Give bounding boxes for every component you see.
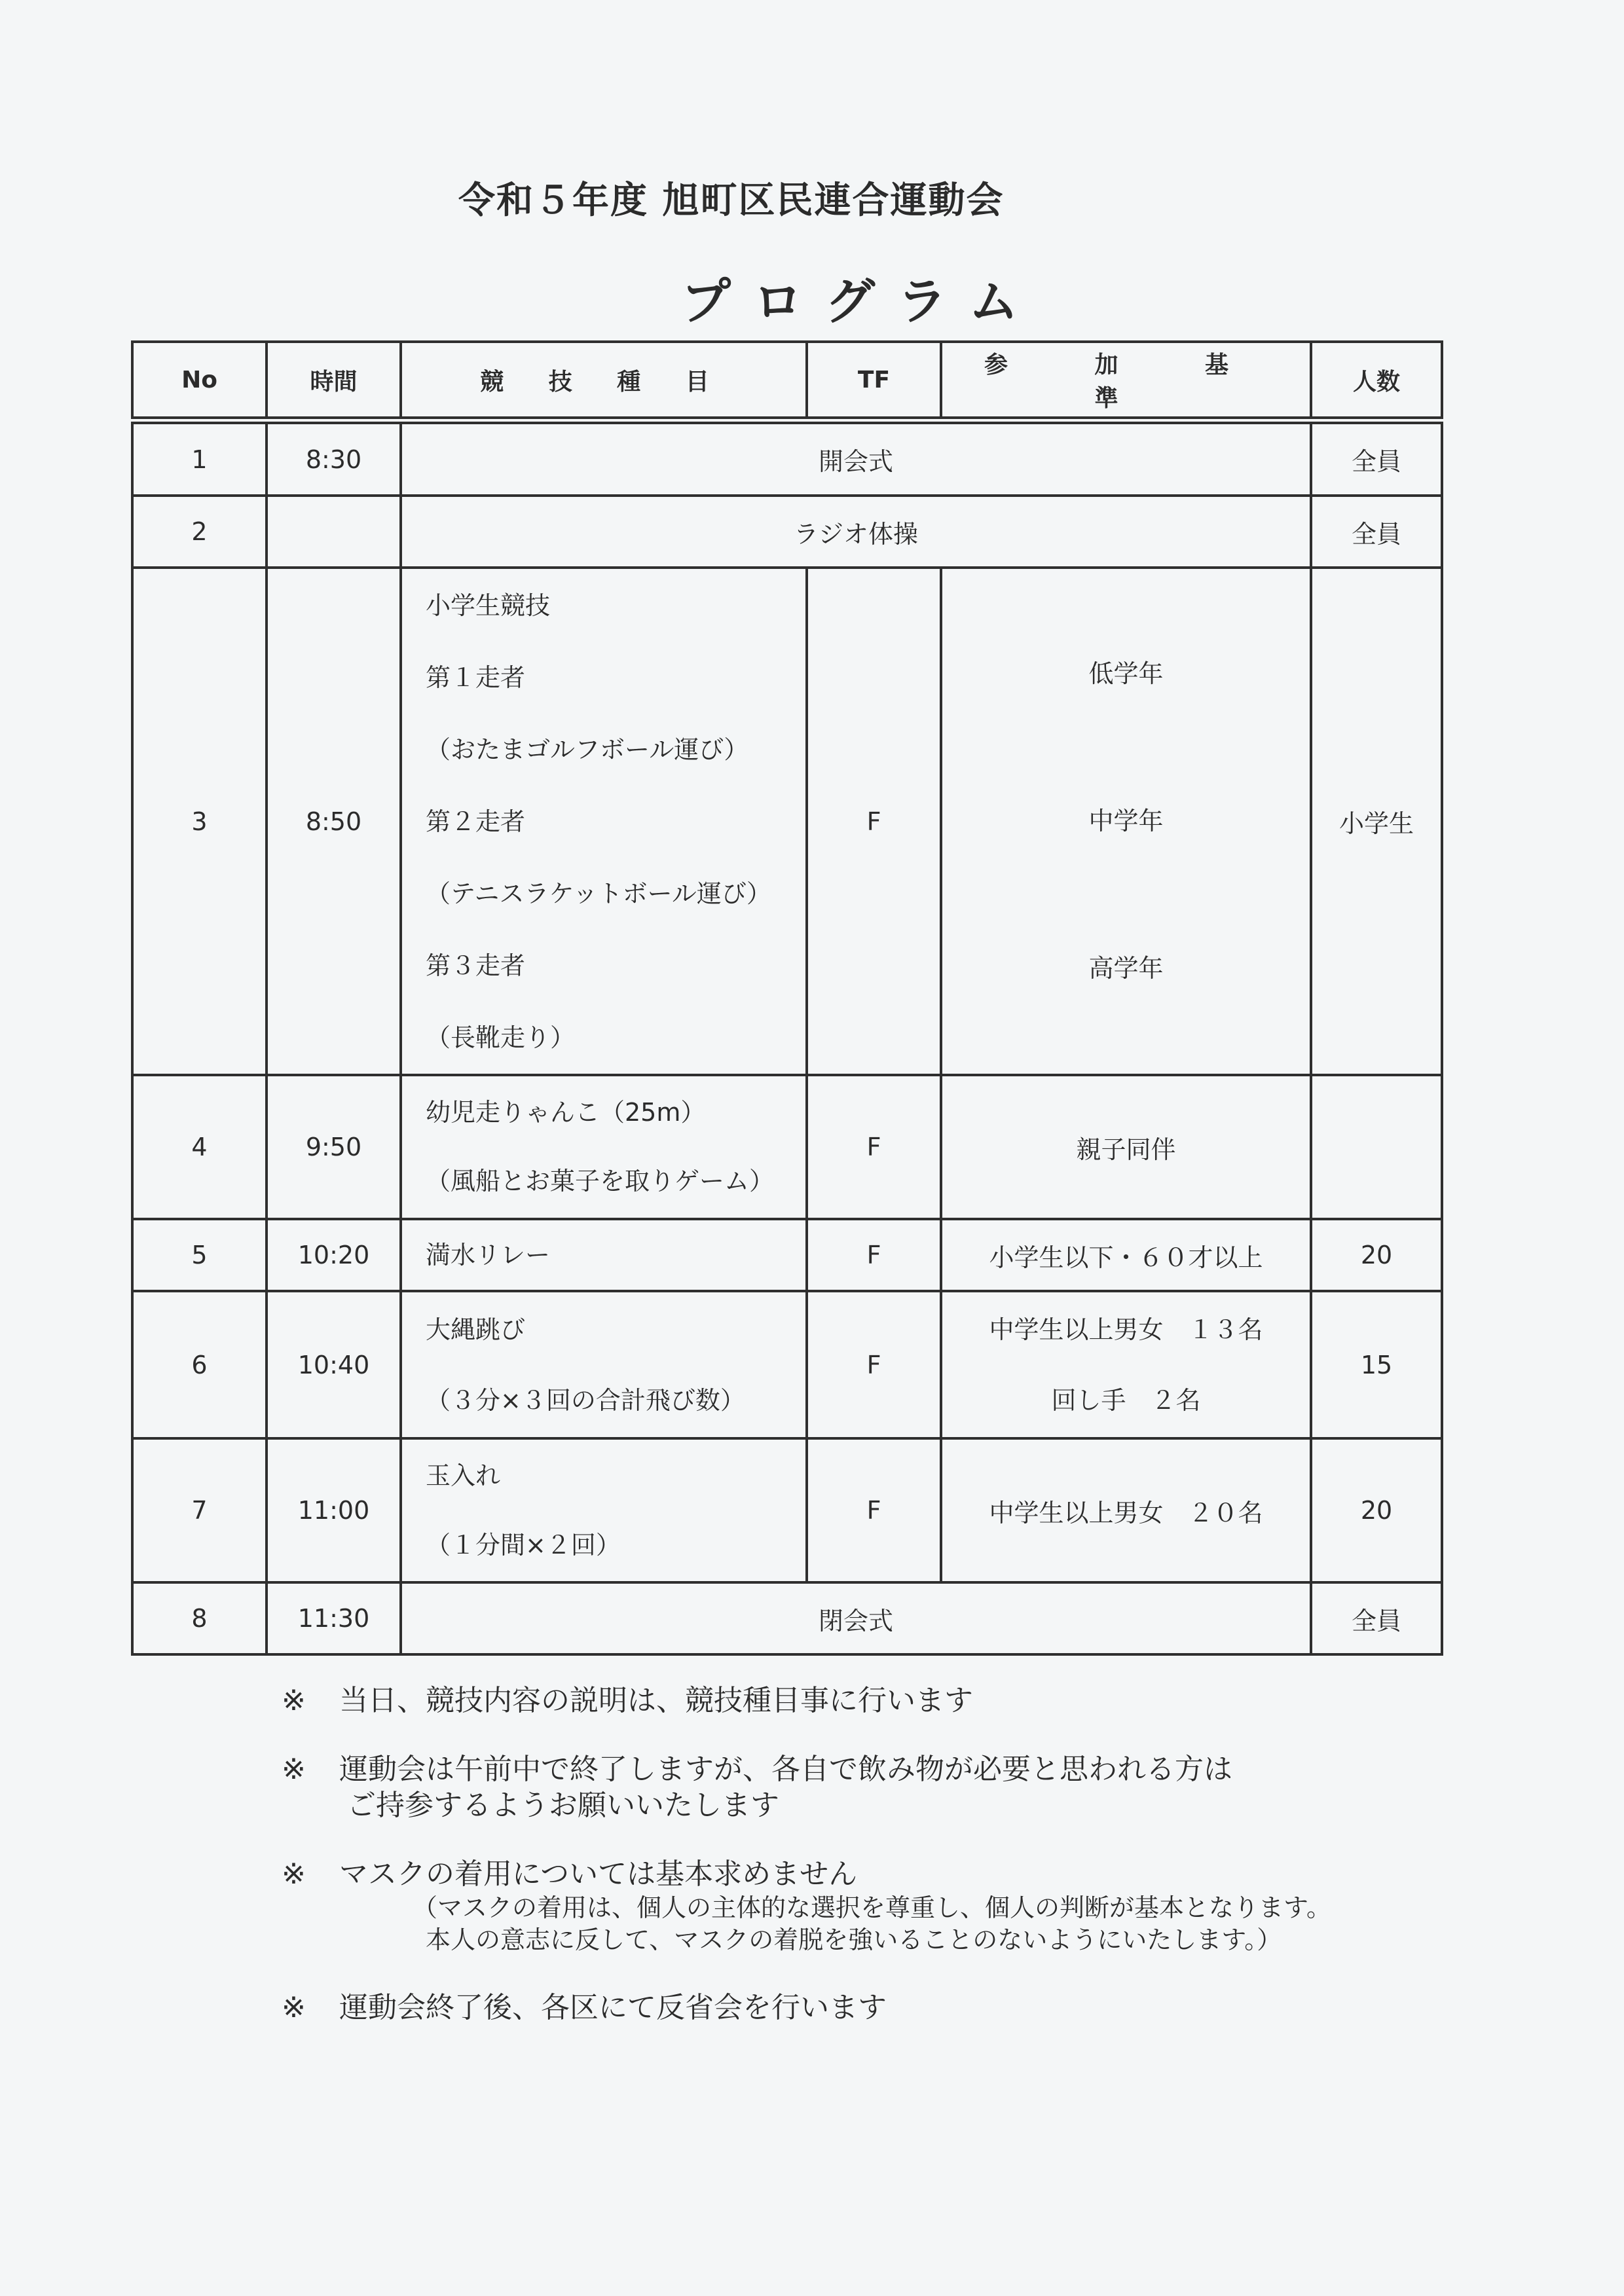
program-heading: プログラム: [681, 272, 1041, 331]
event-line: 第２走者: [426, 807, 526, 836]
row-event: 閉会式: [401, 1582, 1311, 1654]
row-count: 20: [1311, 1438, 1442, 1582]
row-tf: F: [807, 1075, 941, 1219]
row-count: 全員: [1311, 420, 1442, 496]
row-criteria: [941, 1438, 1311, 1582]
row-criteria: [941, 1219, 1311, 1291]
note-text: マスクの着用については基本求めません: [339, 1857, 858, 1891]
row-no: 3: [132, 568, 267, 1075]
event-line: 玉入れ: [426, 1461, 501, 1490]
row-criteria: [941, 568, 1311, 1075]
criteria-line: 小学生以下・６０才以上: [989, 1243, 1263, 1272]
notes-section: [282, 1683, 1331, 2058]
row-event: [401, 1219, 807, 1291]
event-line: （テニスラケットボール運び）: [426, 879, 771, 908]
row-tf: F: [807, 1219, 941, 1291]
note-text: 運動会終了後、各区にて反省会を行います: [339, 1990, 887, 2024]
row-criteria: [941, 1291, 1311, 1438]
note-item: [282, 1856, 1331, 1957]
table-row: [132, 1438, 1442, 1582]
event-line: （１分間×２回）: [426, 1531, 621, 1559]
row-time: 10:40: [267, 1291, 401, 1438]
table-row: [132, 1075, 1442, 1219]
reference-mark: ※: [282, 1684, 306, 1717]
row-event: [401, 1075, 807, 1219]
row-no: 4: [132, 1075, 267, 1219]
row-count: 小学生: [1311, 568, 1442, 1075]
note-text-continued: ご持参するようお願いいたします: [347, 1789, 779, 1822]
table-row: [132, 1582, 1442, 1654]
table-row: [132, 1291, 1442, 1438]
event-line: 幼児走りゃんこ（25m）: [426, 1098, 706, 1127]
program-table: [131, 340, 1443, 1656]
header-no: No: [132, 342, 267, 420]
row-event: ラジオ体操: [401, 496, 1311, 568]
criteria-line: 中学年: [1088, 807, 1164, 835]
row-count: 20: [1311, 1219, 1442, 1291]
row-count: 15: [1311, 1291, 1442, 1438]
event-line: （おたまゴルフボール運び）: [426, 735, 749, 764]
row-no: 6: [132, 1291, 267, 1438]
row-event: [401, 1291, 807, 1438]
criteria-line: 親子同伴: [1076, 1135, 1176, 1164]
reference-mark: ※: [282, 1753, 306, 1786]
reference-mark: ※: [282, 1857, 306, 1891]
event-line: （長靴走り）: [426, 1023, 576, 1052]
row-tf: F: [807, 568, 941, 1075]
note-subtext: （マスクの着用は、個人の主体的な選択を尊重し、個人の判断が基本となります。: [413, 1893, 1331, 1922]
reference-mark: ※: [282, 1990, 306, 2024]
header-criteria: 参 加 基 準: [941, 342, 1311, 420]
criteria-line: 高学年: [1088, 954, 1164, 983]
row-time: 8:50: [267, 568, 401, 1075]
event-line: 小学生競技: [426, 591, 551, 620]
note-text: 当日、競技内容の説明は、競技種目事に行います: [339, 1684, 973, 1717]
row-time: 9:50: [267, 1075, 401, 1219]
criteria-line: 回し手 ２名: [1051, 1385, 1201, 1415]
table-header-row: [132, 342, 1442, 420]
criteria-line: 中学生以上男女 ２０名: [989, 1498, 1263, 1527]
note-item: [282, 1683, 1331, 1719]
event-line: 大縄跳び: [426, 1315, 526, 1344]
row-criteria: [941, 1075, 1311, 1219]
row-event: [401, 1438, 807, 1582]
table-row: [132, 1219, 1442, 1291]
event-line: 第３走者: [426, 951, 526, 980]
table-row: [132, 496, 1442, 568]
row-no: 5: [132, 1219, 267, 1291]
criteria-line: 低学年: [1088, 659, 1164, 688]
header-event: 競 技 種 目: [401, 342, 807, 420]
event-line: （風船とお菓子を取りゲーム）: [426, 1167, 775, 1195]
row-time: [267, 496, 401, 568]
header-tf: TF: [807, 342, 941, 420]
row-no: 7: [132, 1438, 267, 1582]
note-item: [282, 1751, 1331, 1823]
document-title: 令和５年度 旭町区民連合運動会: [458, 179, 1005, 222]
table-row: [132, 568, 1442, 1075]
row-event: [401, 568, 807, 1075]
row-count: [1311, 1075, 1442, 1219]
header-count: 人数: [1311, 342, 1442, 420]
row-time: 10:20: [267, 1219, 401, 1291]
row-tf: F: [807, 1438, 941, 1582]
event-line: 第１走者: [426, 663, 526, 692]
criteria-line: 中学生以上男女 １３名: [989, 1315, 1263, 1344]
row-time: 11:30: [267, 1582, 401, 1654]
row-count: 全員: [1311, 1582, 1442, 1654]
row-count: 全員: [1311, 496, 1442, 568]
row-tf: F: [807, 1291, 941, 1438]
row-no: 8: [132, 1582, 267, 1654]
table-row: [132, 420, 1442, 496]
event-line: 満水リレー: [426, 1241, 551, 1269]
row-time: 8:30: [267, 420, 401, 496]
note-subtext: 本人の意志に反して、マスクの着脱を強いることのないようにいたします。）: [426, 1925, 1282, 1955]
row-event: 開会式: [401, 420, 1311, 496]
note-text: 運動会は午前中で終了しますが、各自で飲み物が必要と思われる方は: [339, 1753, 1232, 1786]
header-time: 時間: [267, 342, 401, 420]
row-time: 11:00: [267, 1438, 401, 1582]
note-item: [282, 1990, 1331, 2026]
row-no: 2: [132, 496, 267, 568]
row-no: 1: [132, 420, 267, 496]
event-line: （３分×３回の合計飛び数）: [426, 1385, 745, 1415]
